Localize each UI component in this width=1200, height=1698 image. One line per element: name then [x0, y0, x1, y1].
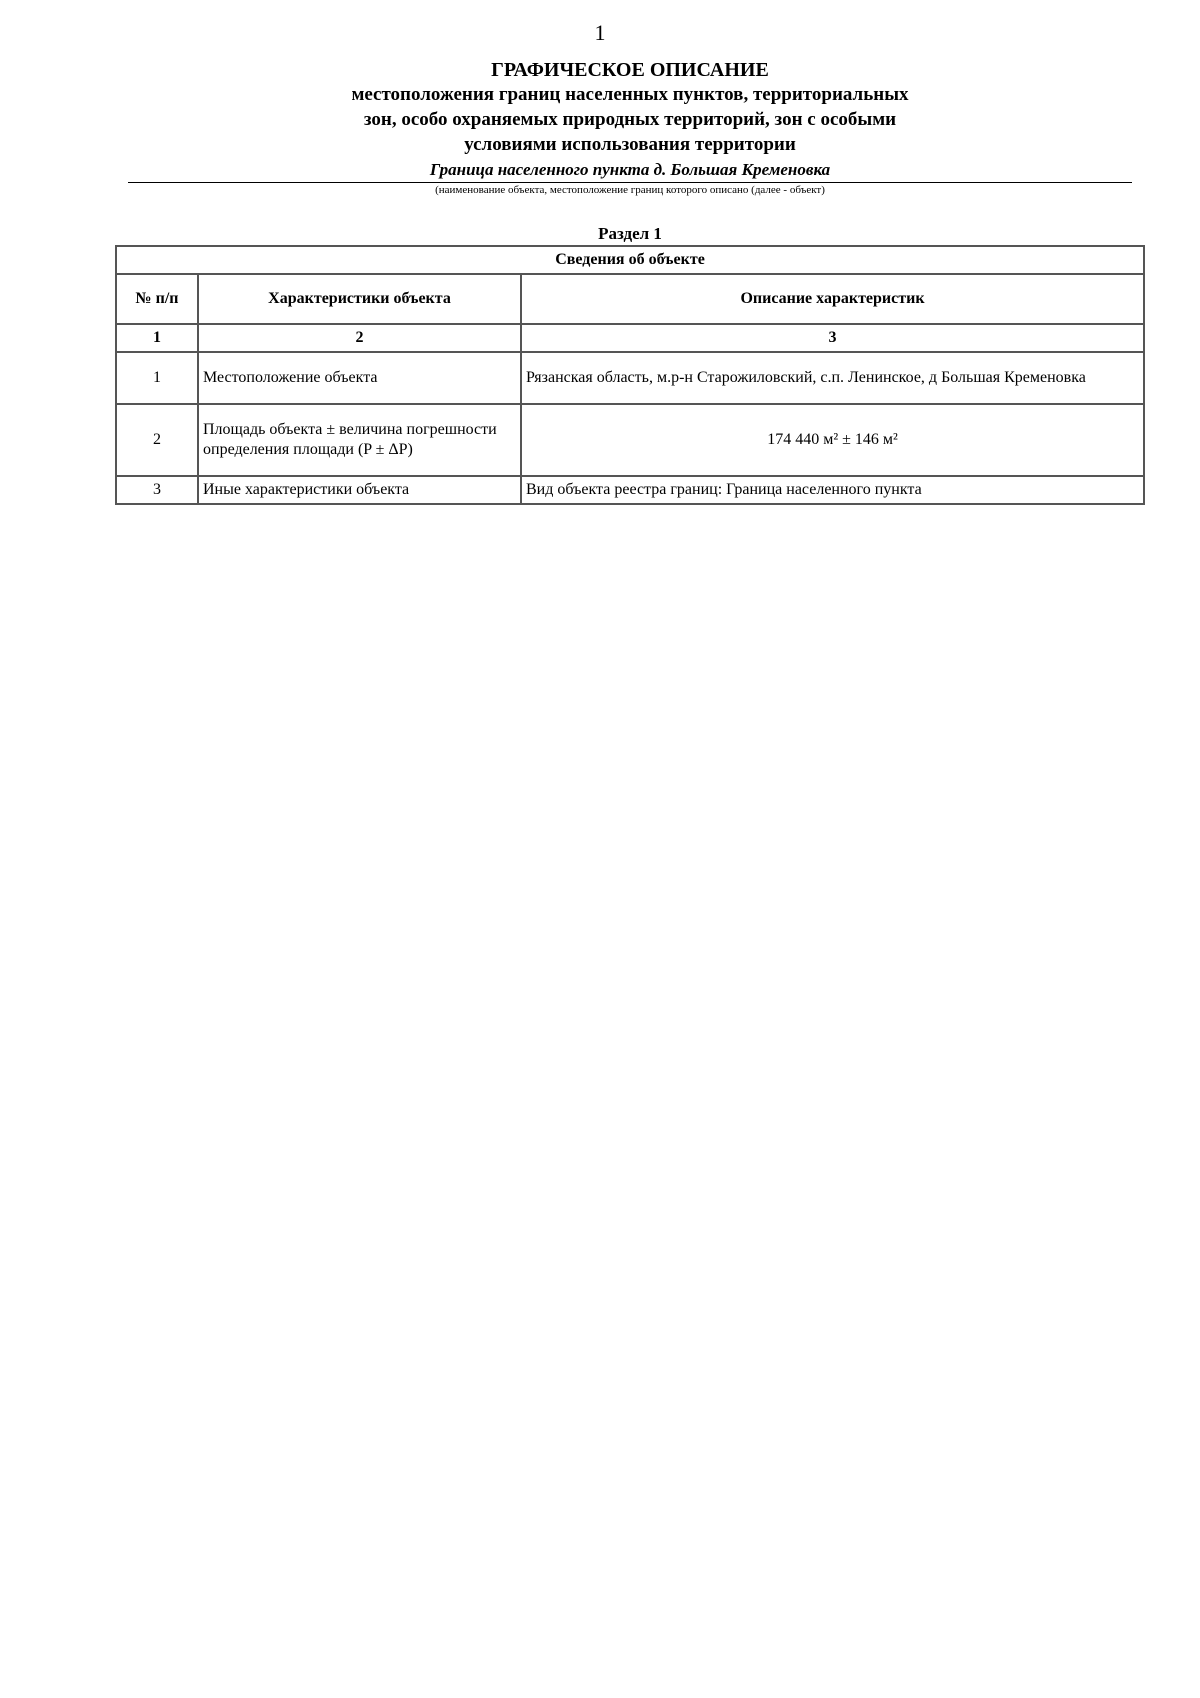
row-characteristic: Местоположение объекта: [198, 352, 521, 404]
document-title: ГРАФИЧЕСКОЕ ОПИСАНИЕ: [491, 59, 769, 81]
row-description: Рязанская область, м.р-н Старожиловский, с.п. Ленинское, д Большая Кременовка: [521, 352, 1144, 404]
page-number: 1: [594, 20, 606, 45]
table-row: [116, 476, 1144, 504]
table-caption-row: [116, 246, 1144, 274]
row-number: 3: [116, 476, 198, 504]
table-header-row: [116, 274, 1144, 324]
document-subtitle-line-3: условиями использования территории: [464, 134, 796, 155]
column-number-3: 3: [521, 324, 1144, 352]
object-info-table: [115, 245, 1145, 505]
document-subtitle-line-1: местоположения границ населенных пунктов, территориальных: [351, 84, 909, 105]
object-name: Граница населенного пункта д. Большая Кременовка: [429, 160, 831, 179]
row-description: 174 440 м² ± 146 м²: [521, 404, 1144, 476]
column-header-number: № п/п: [116, 274, 198, 324]
table-caption: Сведения об объекте: [116, 246, 1144, 274]
table-row: [116, 404, 1144, 476]
column-header-description: Описание характеристик: [521, 274, 1144, 324]
row-number: 2: [116, 404, 198, 476]
column-number-2: 2: [198, 324, 521, 352]
document-header: [128, 58, 1132, 197]
object-caption: (наименование объекта, местоположение границ которого описано (далее - объект): [435, 184, 825, 196]
table-row: [116, 352, 1144, 404]
column-number-row: [116, 324, 1144, 352]
document-subtitle-line-2: зон, особо охраняемых природных территорий, зон с особыми: [363, 109, 897, 130]
column-number-1: 1: [116, 324, 198, 352]
row-characteristic: Иные характеристики объекта: [198, 476, 521, 504]
row-characteristic: Площадь объекта ± величина погрешности определения площади (P ± ΔP): [198, 404, 521, 476]
column-header-characteristic: Характеристики объекта: [198, 274, 521, 324]
row-number: 1: [116, 352, 198, 404]
section-title: Раздел 1: [598, 224, 662, 243]
row-description: Вид объекта реестра границ: Граница населенного пункта: [521, 476, 1144, 504]
